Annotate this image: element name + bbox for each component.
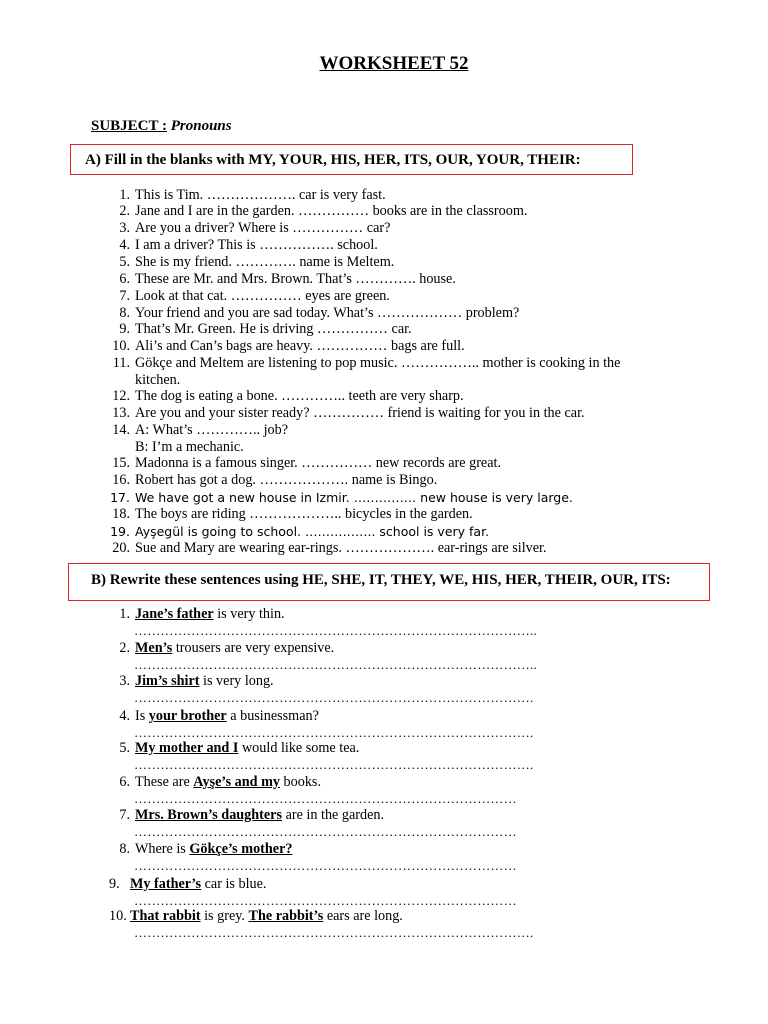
item-number: 17. bbox=[110, 490, 130, 505]
underlined-phrase: My father’s bbox=[130, 876, 202, 892]
sentence-part: car is blue. bbox=[201, 876, 267, 892]
item-sentence bbox=[130, 876, 266, 893]
sentence-part: ears are long. bbox=[323, 908, 403, 924]
item-number: 7. bbox=[119, 288, 130, 304]
item-number: 10. bbox=[109, 908, 127, 924]
section-b-instruction: B) Rewrite these sentences using HE, SHE, IT, THEY, WE, HIS, HER, THEIR, OUR, ITS: bbox=[68, 563, 710, 601]
answer-line: ……………………………………………………………………………….. bbox=[134, 623, 537, 638]
item-sentence bbox=[130, 908, 403, 925]
underlined-phrase: Jane’s father bbox=[135, 606, 214, 622]
underlined-phrase: Ayşe’s and my bbox=[193, 774, 280, 790]
subject-value: Pronouns bbox=[170, 118, 232, 134]
sentence-part: are in the garden. bbox=[282, 807, 385, 823]
item-text: Madonna is a famous singer. …………… new records are great. bbox=[135, 455, 502, 471]
item-text: This is Tim. ………………. car is very fast. bbox=[135, 187, 386, 203]
item-text: Are you and your sister ready? …………… friend is waiting for you in the car. bbox=[135, 405, 585, 421]
answer-line: ………………………………………………………………………………. bbox=[134, 757, 534, 772]
underlined-phrase: Jim’s shirt bbox=[135, 673, 200, 689]
sentence-part: is very long. bbox=[199, 673, 274, 689]
item-sentence bbox=[135, 708, 319, 725]
item-number: 13. bbox=[112, 405, 130, 421]
item-text: Jane and I are in the garden. …………… books are in the classroom. bbox=[135, 203, 528, 219]
sentence-part: These are bbox=[135, 774, 194, 790]
item-number: 4. bbox=[119, 237, 130, 253]
item-number: 9. bbox=[109, 876, 120, 892]
item-number: 8. bbox=[119, 305, 130, 321]
answer-line: ………………………………………………………………………………. bbox=[134, 725, 534, 740]
item-text: Ayşegül is going to school. …………….. school is very far. bbox=[135, 524, 490, 539]
worksheet-title: WORKSHEET 52 bbox=[319, 53, 469, 74]
item-continuation: kitchen. bbox=[135, 372, 181, 388]
answer-line: ……………………………………………………………………………….. bbox=[134, 657, 537, 672]
item-sentence bbox=[135, 841, 292, 858]
item-number: 2. bbox=[119, 640, 130, 656]
item-sentence bbox=[135, 606, 285, 623]
item-text: Your friend and you are sad today. What’s ……………… problem? bbox=[135, 305, 520, 321]
item-sentence bbox=[135, 640, 334, 657]
item-number: 4. bbox=[119, 708, 130, 724]
item-text: A: What’s ………….. job? bbox=[135, 422, 289, 438]
answer-line: ………………………………………………………………………………. bbox=[134, 690, 534, 705]
item-number: 11. bbox=[112, 355, 130, 371]
item-text: Ali’s and Can’s bags are heavy. …………… bags are full. bbox=[135, 338, 465, 354]
sentence-part: is very thin. bbox=[213, 606, 285, 622]
section-a-instruction: A) Fill in the blanks with MY, YOUR, HIS, HER, ITS, OUR, YOUR, THEIR: bbox=[70, 144, 633, 175]
item-text: I am a driver? This is ……………. school. bbox=[135, 237, 378, 253]
sentence-part: trousers are very expensive. bbox=[172, 640, 335, 656]
answer-line: ………………………………………………………………………………. bbox=[134, 925, 534, 940]
sentence-part: a businessman? bbox=[226, 708, 319, 724]
underlined-phrase: your brother bbox=[148, 708, 227, 724]
item-text: We have got a new house in Izmir. …………… new house is very large. bbox=[135, 490, 573, 505]
underlined-phrase: Men’s bbox=[135, 640, 173, 656]
item-number: 10. bbox=[112, 338, 130, 354]
item-number: 3. bbox=[119, 673, 130, 689]
item-text: The boys are riding ……………….. bicycles in the garden. bbox=[135, 506, 473, 522]
underlined-phrase: Mrs. Brown’s daughters bbox=[135, 807, 283, 823]
underlined-phrase: Gökçe’s mother? bbox=[189, 841, 293, 857]
item-number: 2. bbox=[119, 203, 130, 219]
item-text: Are you a driver? Where is …………… car? bbox=[135, 220, 391, 236]
answer-line: …………………………………………………………………………… bbox=[134, 791, 517, 806]
item-number: 6. bbox=[119, 774, 130, 790]
item-number: 3. bbox=[119, 220, 130, 236]
item-number: 20. bbox=[112, 540, 130, 556]
item-number: 18. bbox=[112, 506, 130, 522]
item-text: That’s Mr. Green. He is driving …………… car. bbox=[135, 321, 412, 337]
answer-line: …………………………………………………………………………… bbox=[134, 858, 517, 873]
item-number: 5. bbox=[119, 254, 130, 270]
item-number: 16. bbox=[112, 472, 130, 488]
item-sentence bbox=[135, 774, 321, 791]
item-text: Gökçe and Meltem are listening to pop music. …………….. mother is cooking in the bbox=[135, 355, 621, 371]
underlined-phrase: That rabbit bbox=[130, 908, 201, 924]
answer-line: …………………………………………………………………………… bbox=[134, 824, 517, 839]
sentence-part: would like some tea. bbox=[238, 740, 360, 756]
item-number: 19. bbox=[110, 524, 130, 539]
item-text: Sue and Mary are wearing ear-rings. ………………. ear-rings are silver. bbox=[135, 540, 547, 556]
item-number: 6. bbox=[119, 271, 130, 287]
item-number: 12. bbox=[112, 388, 130, 404]
item-text: Look at that cat. …………… eyes are green. bbox=[135, 288, 390, 304]
item-text: These are Mr. and Mrs. Brown. That’s …………. house. bbox=[135, 271, 456, 287]
sentence-part: Is bbox=[135, 708, 149, 724]
underlined-phrase: The rabbit’s bbox=[248, 908, 324, 924]
item-text: Robert has got a dog. ………………. name is Bingo. bbox=[135, 472, 438, 488]
item-number: 8. bbox=[119, 841, 130, 857]
item-number: 1. bbox=[119, 187, 130, 203]
item-number: 7. bbox=[119, 807, 130, 823]
item-number: 15. bbox=[112, 455, 130, 471]
item-number: 1. bbox=[119, 606, 130, 622]
item-sentence bbox=[135, 740, 359, 757]
item-number: 14. bbox=[112, 422, 130, 438]
sentence-part: is grey. bbox=[200, 908, 249, 924]
answer-line: …………………………………………………………………………… bbox=[134, 893, 517, 908]
item-continuation: B: I’m a mechanic. bbox=[135, 439, 244, 455]
subject-line bbox=[91, 118, 232, 135]
underlined-phrase: My mother and I bbox=[135, 740, 239, 756]
sentence-part: Where is bbox=[135, 841, 190, 857]
item-sentence bbox=[135, 673, 274, 690]
item-sentence bbox=[135, 807, 384, 824]
subject-label: SUBJECT : bbox=[91, 118, 167, 134]
sentence-part: books. bbox=[280, 774, 321, 790]
item-text: She is my friend. …………. name is Meltem. bbox=[135, 254, 395, 270]
item-number: 5. bbox=[119, 740, 130, 756]
item-number: 9. bbox=[119, 321, 130, 337]
item-text: The dog is eating a bone. ………….. teeth are very sharp. bbox=[135, 388, 464, 404]
